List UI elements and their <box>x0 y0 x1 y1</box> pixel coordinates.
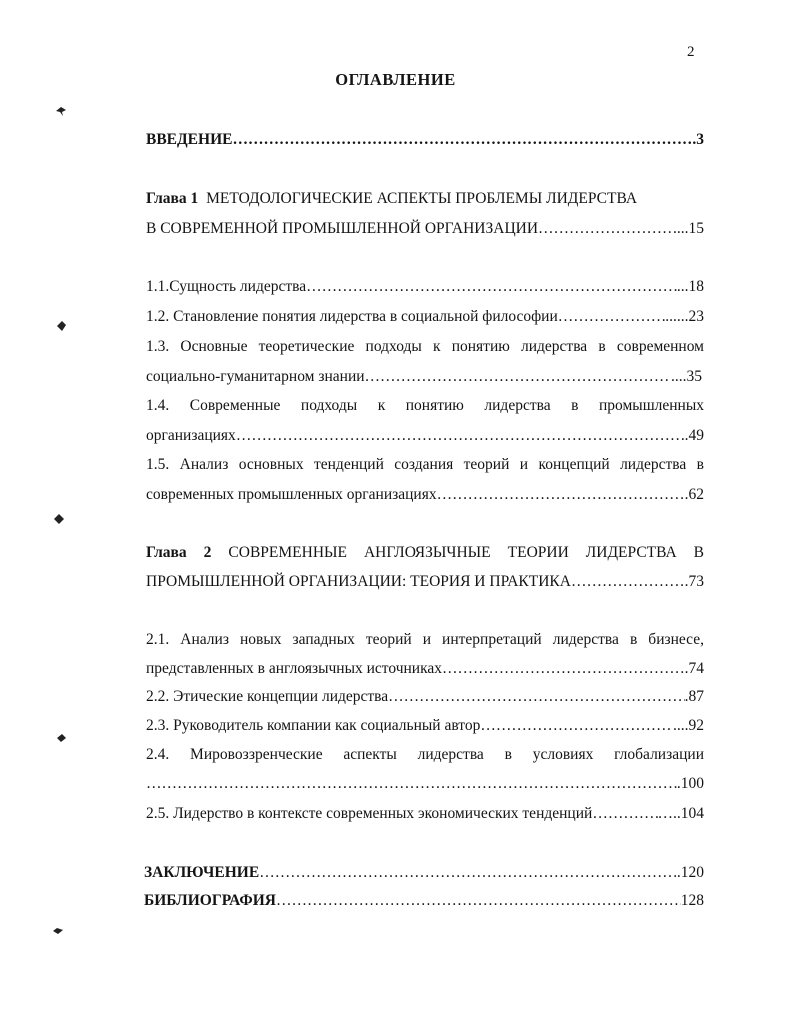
section-title-cont: социально-гуманитарном знании <box>146 368 365 385</box>
page-title: ОГЛАВЛЕНИЕ <box>335 70 456 89</box>
chapter2-title-line1: СОВРЕМЕННЫЕ АНГЛОЯЗЫЧНЫЕ ТЕОРИИ ЛИДЕРСТВА В <box>228 544 704 561</box>
chapter1-title-line2: В СОВРЕМЕННОЙ ПРОМЫШЛЕННОЙ ОРГАНИЗАЦИИ <box>146 220 539 237</box>
section-title: 1.4. Современные подходы к понятию лидерства в промышленных <box>146 397 704 414</box>
toc-section-1-5-line1[interactable] <box>146 455 704 475</box>
toc-conclusion-label: ЗАКЛЮЧЕНИЕ <box>144 864 260 881</box>
chapter2-title-line2: ПРОМЫШЛЕННОЙ ОРГАНИЗАЦИИ: ТЕОРИЯ И ПРАКТИКА <box>146 573 571 590</box>
section-page: ......23 <box>665 308 704 325</box>
toc-chapter2-line1[interactable] <box>146 543 704 563</box>
section-page: …..104 <box>657 805 704 822</box>
toc-section-2-2[interactable] <box>146 687 704 707</box>
toc-chapter1-line1[interactable] <box>146 189 704 209</box>
toc-bibliography-page: 128 <box>680 892 704 909</box>
toc-section-1-3-line2[interactable] <box>146 367 702 387</box>
section-title: 2.4. Мировоззренческие аспекты лидерства в условиях глобализации <box>146 746 704 763</box>
toc-section-2-5[interactable] <box>146 804 704 824</box>
section-page: .87 <box>684 688 704 705</box>
toc-section-2-4-line2[interactable] <box>146 774 704 794</box>
section-title-cont: представленных в англоязычных источниках <box>146 660 443 677</box>
chapter1-title-line1: МЕТОДОЛОГИЧЕСКИЕ АСПЕКТЫ ПРОБЛЕМЫ ЛИДЕРСТВА <box>206 190 638 207</box>
section-page: ....35 <box>671 368 702 385</box>
chapter2-page: .73 <box>684 573 704 590</box>
margin-mark-icon <box>55 104 67 116</box>
section-page: ....92 <box>673 717 704 734</box>
section-page: .100 <box>676 775 704 792</box>
toc-intro-page: .3 <box>692 131 704 148</box>
margin-mark-icon <box>55 319 67 331</box>
margin-mark-icon <box>52 924 64 936</box>
toc-chapter1-line2[interactable] <box>146 219 704 239</box>
toc-section-2-4-line1[interactable] <box>146 745 704 765</box>
section-title: 2.2. Этические концепции лидерства <box>146 688 389 705</box>
section-page: .62 <box>684 486 704 503</box>
toc-conclusion[interactable] <box>144 863 704 883</box>
margin-mark-icon <box>55 731 67 743</box>
section-title: 1.1.Сущность лидерства <box>146 278 307 295</box>
page-number: 2 <box>687 44 695 60</box>
toc-bibliography-label: БИБЛИОГРАФИЯ <box>144 892 276 909</box>
chapter1-page: ...15 <box>676 220 704 237</box>
toc-section-1-3-line1[interactable] <box>146 337 704 357</box>
section-title: 2.1. Анализ новых западных теорий и интерпретаций лидерства в бизнесе, <box>146 631 704 648</box>
section-title: 1.3. Основные теоретические подходы к понятию лидерства в современном <box>146 338 704 355</box>
toc-chapter2-line2[interactable] <box>146 572 704 592</box>
section-title: 2.3. Руководитель компании как социальный автор <box>146 717 481 734</box>
chapter1-prefix: Глава 1 <box>146 190 199 207</box>
section-title-cont: современных промышленных организациях <box>146 486 437 503</box>
toc-intro[interactable] <box>146 130 704 150</box>
toc-bibliography[interactable] <box>144 891 704 911</box>
toc-section-1-1[interactable] <box>146 277 704 297</box>
toc-conclusion-page: .120 <box>676 864 704 881</box>
section-title-cont: организациях <box>146 427 236 444</box>
section-title: 1.5. Анализ основных тенденций создания теорий и концепций лидерства в <box>146 456 704 473</box>
section-page: .49 <box>684 427 704 444</box>
toc-section-1-4-line1[interactable] <box>146 396 704 416</box>
toc-section-1-5-line2[interactable] <box>146 485 704 505</box>
margin-mark-icon <box>53 512 65 524</box>
toc-intro-label: ВВЕДЕНИЕ <box>146 131 233 148</box>
section-title: 2.5. Лидерство в контексте современных экономических тенденций <box>146 805 593 822</box>
chapter2-prefix: Глава 2 <box>146 544 212 561</box>
section-title: 1.2. Становление понятия лидерства в социальной философии <box>146 308 558 325</box>
toc-section-2-1-line1[interactable] <box>146 630 704 650</box>
section-page: ...18 <box>676 278 704 295</box>
toc-section-2-3[interactable] <box>146 716 704 736</box>
toc-section-1-4-line2[interactable] <box>146 426 704 446</box>
toc-section-1-2[interactable] <box>146 307 704 327</box>
section-page: .74 <box>684 660 704 677</box>
toc-section-2-1-line2[interactable] <box>146 659 704 679</box>
